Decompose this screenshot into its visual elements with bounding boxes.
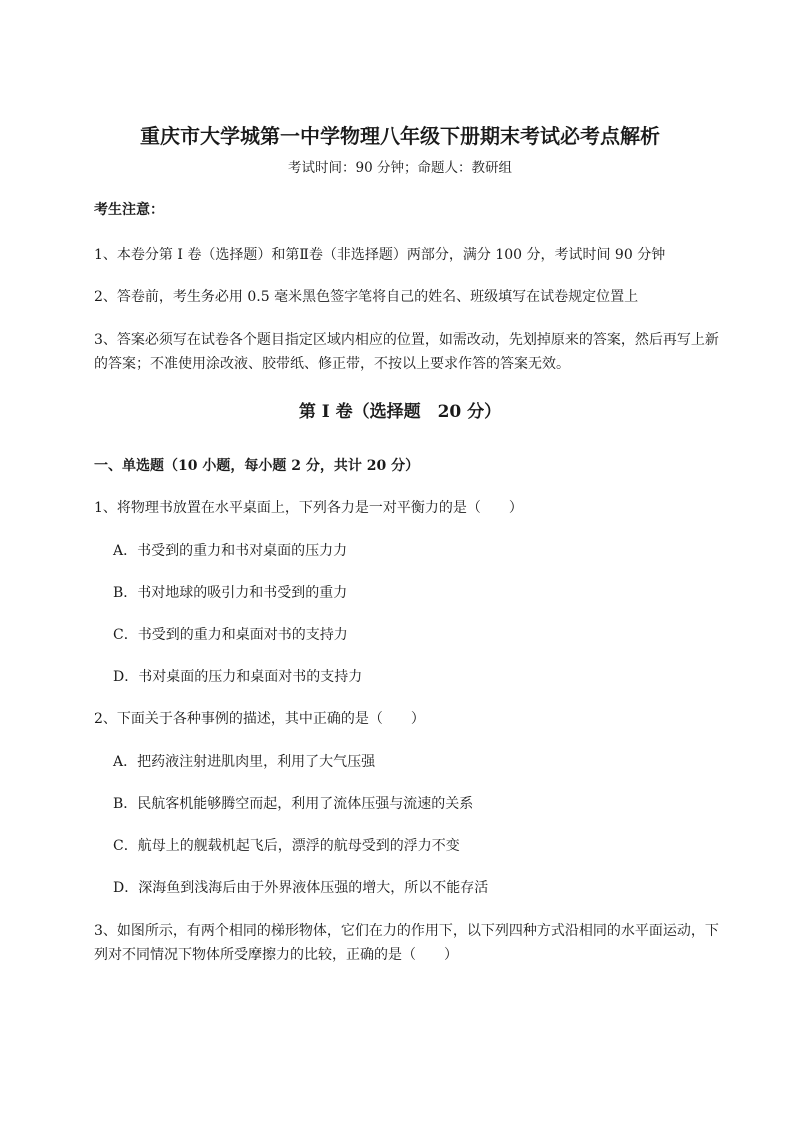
question-3-stem-line-2: 列对不同情况下物体所受摩擦力的比较，正确的是（ ）	[94, 947, 458, 963]
question-1-option-c: C．书受到的重力和桌面对书的支持力	[113, 627, 348, 643]
notice-item-2: 2、答卷前，考生务必用 0.5 毫米黑色签字笔将自己的姓名、班级填写在试卷规定位置上	[94, 289, 639, 305]
notice-item-3-line-1: 3、答案必须写在试卷各个题目指定区域内相应的位置，如需改动，先划掉原来的答案，然后再写上新	[94, 332, 719, 348]
question-1-option-a: A．书受到的重力和书对桌面的压力力	[113, 543, 348, 559]
page-title: 重庆市大学城第一中学物理八年级下册期末考试必考点解析	[140, 124, 660, 148]
notice-heading: 考生注意：	[94, 202, 164, 218]
exam-info: 考试时间：90 分钟；命题人：教研组	[288, 160, 512, 176]
notice-item-3-line-2: 的答案；不准使用涂改液、胶带纸、修正带，不按以上要求作答的答案无效。	[94, 356, 570, 372]
part-heading: 一、单选题（10 小题，每小题 2 分，共计 20 分）	[94, 458, 420, 474]
question-2-option-c: C．航母上的舰载机起飞后，漂浮的航母受到的浮力不变	[113, 838, 460, 854]
question-1-stem: 1、将物理书放置在水平桌面上，下列各力是一对平衡力的是（ ）	[94, 500, 523, 516]
question-1-option-b: B．书对地球的吸引力和书受到的重力	[113, 585, 348, 601]
section-title: 第 I 卷（选择题 20 分）	[298, 402, 502, 422]
question-2-option-b: B．民航客机能够腾空而起，利用了流体压强与流速的关系	[113, 796, 474, 812]
notice-item-1: 1、本卷分第 I 卷（选择题）和第Ⅱ卷（非选择题）两部分，满分 100 分，考试时间 90 分钟	[94, 247, 666, 263]
question-2-stem: 2、下面关于各种事例的描述，其中正确的是（ ）	[94, 711, 425, 727]
question-3-stem-line-1: 3、如图所示，有两个相同的梯形物体，它们在力的作用下，以下列四种方式沿相同的水平面运动，下	[94, 923, 719, 939]
question-2-option-d: D．深海鱼到浅海后由于外界液体压强的增大，所以不能存活	[113, 880, 489, 896]
question-1-option-d: D．书对桌面的压力和桌面对书的支持力	[113, 669, 363, 685]
question-2-option-a: A．把药液注射进肌肉里，利用了大气压强	[113, 754, 376, 770]
